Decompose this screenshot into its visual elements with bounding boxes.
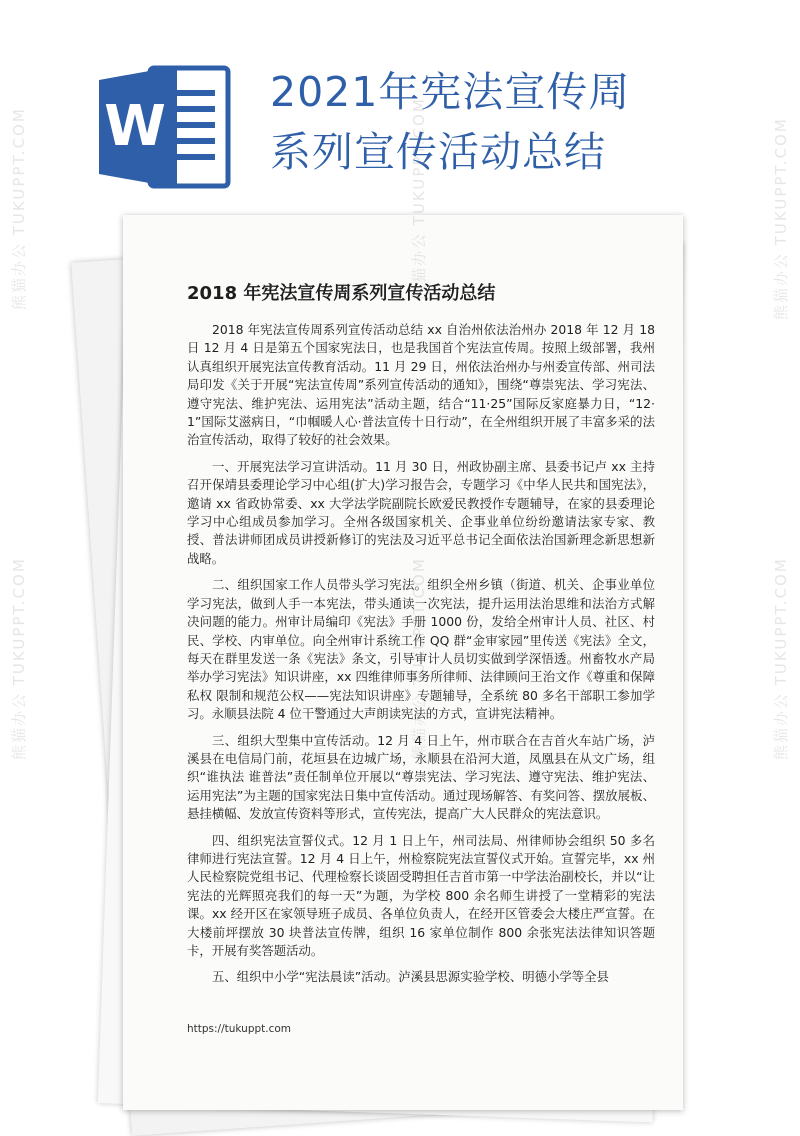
promo-title [270,62,630,182]
promo-title-line-2: 系列宣传活动总结 [270,128,606,176]
word-document-icon [95,62,235,192]
paragraph-section-1: 一、开展宪法学习宣讲活动。11 月 30 日，州政协副主席、县委书记卢 xx 主持召开保靖县委理论学习中心组(扩大)学习报告会，专题学习《中华人民共和国宪法》，邀请 xx 省政协常委、xx 大学法学院副院长欧爱民教授作专题辅导，在家的县委理论学习中心组成员参加学习。全州各级国家机关、企事业单位纷纷邀请法家专家、教授、普法讲师团成员讲授新修订的宪法及习近平总书记全面依法治国新理念新思想新战略。 [187,458,655,566]
paragraph-section-2: 二、组织国家工作人员带头学习宪法。组织全州乡镇（街道、机关、企事业单位学习宪法，做到人手一本宪法，带头通读一次宪法，提升运用法治思维和法治方式解决问题的能力。州审计局编印《宪法》手册 1000 份，发给全州审计人员、社区、村民、学校、内审单位。向全州审计系统工作 QQ 群“金审家园”里传送《宪法》全文，每天在群里发送一条《宪法》条文，引导审计人员切实做到学深悟透。州畜牧水产局举办学习宪法》知识讲座，xx 四维律师事务所律师、法律顾问王治文作《尊重和保障私权 限制和规范公权——宪法知识讲座》专题辅导，全系统 80 多名干部职工参加学习。永顺县法院 4 位干警通过大声朗读宪法的方式，宣讲宪法精神。 [187,577,655,722]
watermark: 熊猫办公 TUKUPPT.COM [410,97,428,300]
paragraph-section-5: 五、组织中小学“宪法晨读”活动。泸溪县思源实验学校、明德小学等全县 [212,969,609,985]
article-title: 2018 年宪法宣传周系列宣传活动总结 [187,283,496,304]
promo-title-line-1: 2021年宪法宣传周 [270,68,631,116]
watermark: 熊猫办公 TUKUPPT.COM [10,107,28,310]
word-icon-letter: W [104,94,166,159]
paragraph-section-3: 三、组织大型集中宣传活动。12 月 4 日上午，州市联合在吉首火车站广场，泸溪县在电信局门前，花垣县在边城广场，永顺县在沿河大道，凤凰县在从文广场，组织“谁执法 谁普法”责任制单位开展以“尊崇宪法、学习宪法、遵守宪法、维护宪法、运用宪法”为主题的国家宪法日集中宣传活动。通过现场解答、有奖问答、摆放展板、悬挂横幅、发放宣传资料等形式，宣传宪法，提高广大人民群众的宪法意识。 [187,732,655,822]
footer-url: https://tukuppt.com [187,1023,292,1035]
document-page [123,215,683,1110]
watermark: 熊猫办公 TUKUPPT.COM [410,557,428,760]
promo-header [0,0,800,215]
watermark: 熊猫办公 TUKUPPT.COM [772,557,790,760]
paragraph-intro: 2018 年宪法宣传周系列宣传活动总结 xx 自治州依法治州办 2018 年 12 月 18 日 12 月 4 日是第五个国家宪法日，也是我国首个宪法宣传周。按照上级部署，我州认真组织开展宪法宣传教育活动。11 月 29 日，州依法治州办与州委宣传部、州司法局印发《关于开展“宪法宣传周”系列宣传活动的通知》，围绕“尊崇宪法、学习宪法、遵守宪法、维护宪法、运用宪法”活动主题，结合“11·25”国际反家庭暴力日，“12·1”国际艾滋病日，“巾帼暖人心·普法宣传十日行动”，在全州组织开展了丰富多采的法治宣传活动，取得了较好的社会效果。 [187,322,655,448]
watermark: 熊猫办公 TUKUPPT.COM [10,557,28,760]
watermark: 熊猫办公 TUKUPPT.COM [772,117,790,320]
paragraph-section-4: 四、组织宪法宣誓仪式。12 月 1 日上午，州司法局、州律师协会组织 50 多名律师进行宪法宣誓。12 月 4 日上午，州检察院宪法宣誓仪式开始。宣誓完毕，xx 州人民检察院党组书记、代理检察长谈固受聘担任吉首市第一中学法治副校长，并以“让宪法的光辉照亮我们的每一天”为题，为学校 800 余名师生讲授了一堂精彩的宪法课。xx 经开区在家领导班子成员、各单位负责人，在经开区管委会大楼庄严宣誓。在大楼前坪摆放 30 块普法宣传牌，组织 16 家单位制作 800 余张宪法法律知识答题卡，开展有奖答题活动。 [187,832,655,958]
